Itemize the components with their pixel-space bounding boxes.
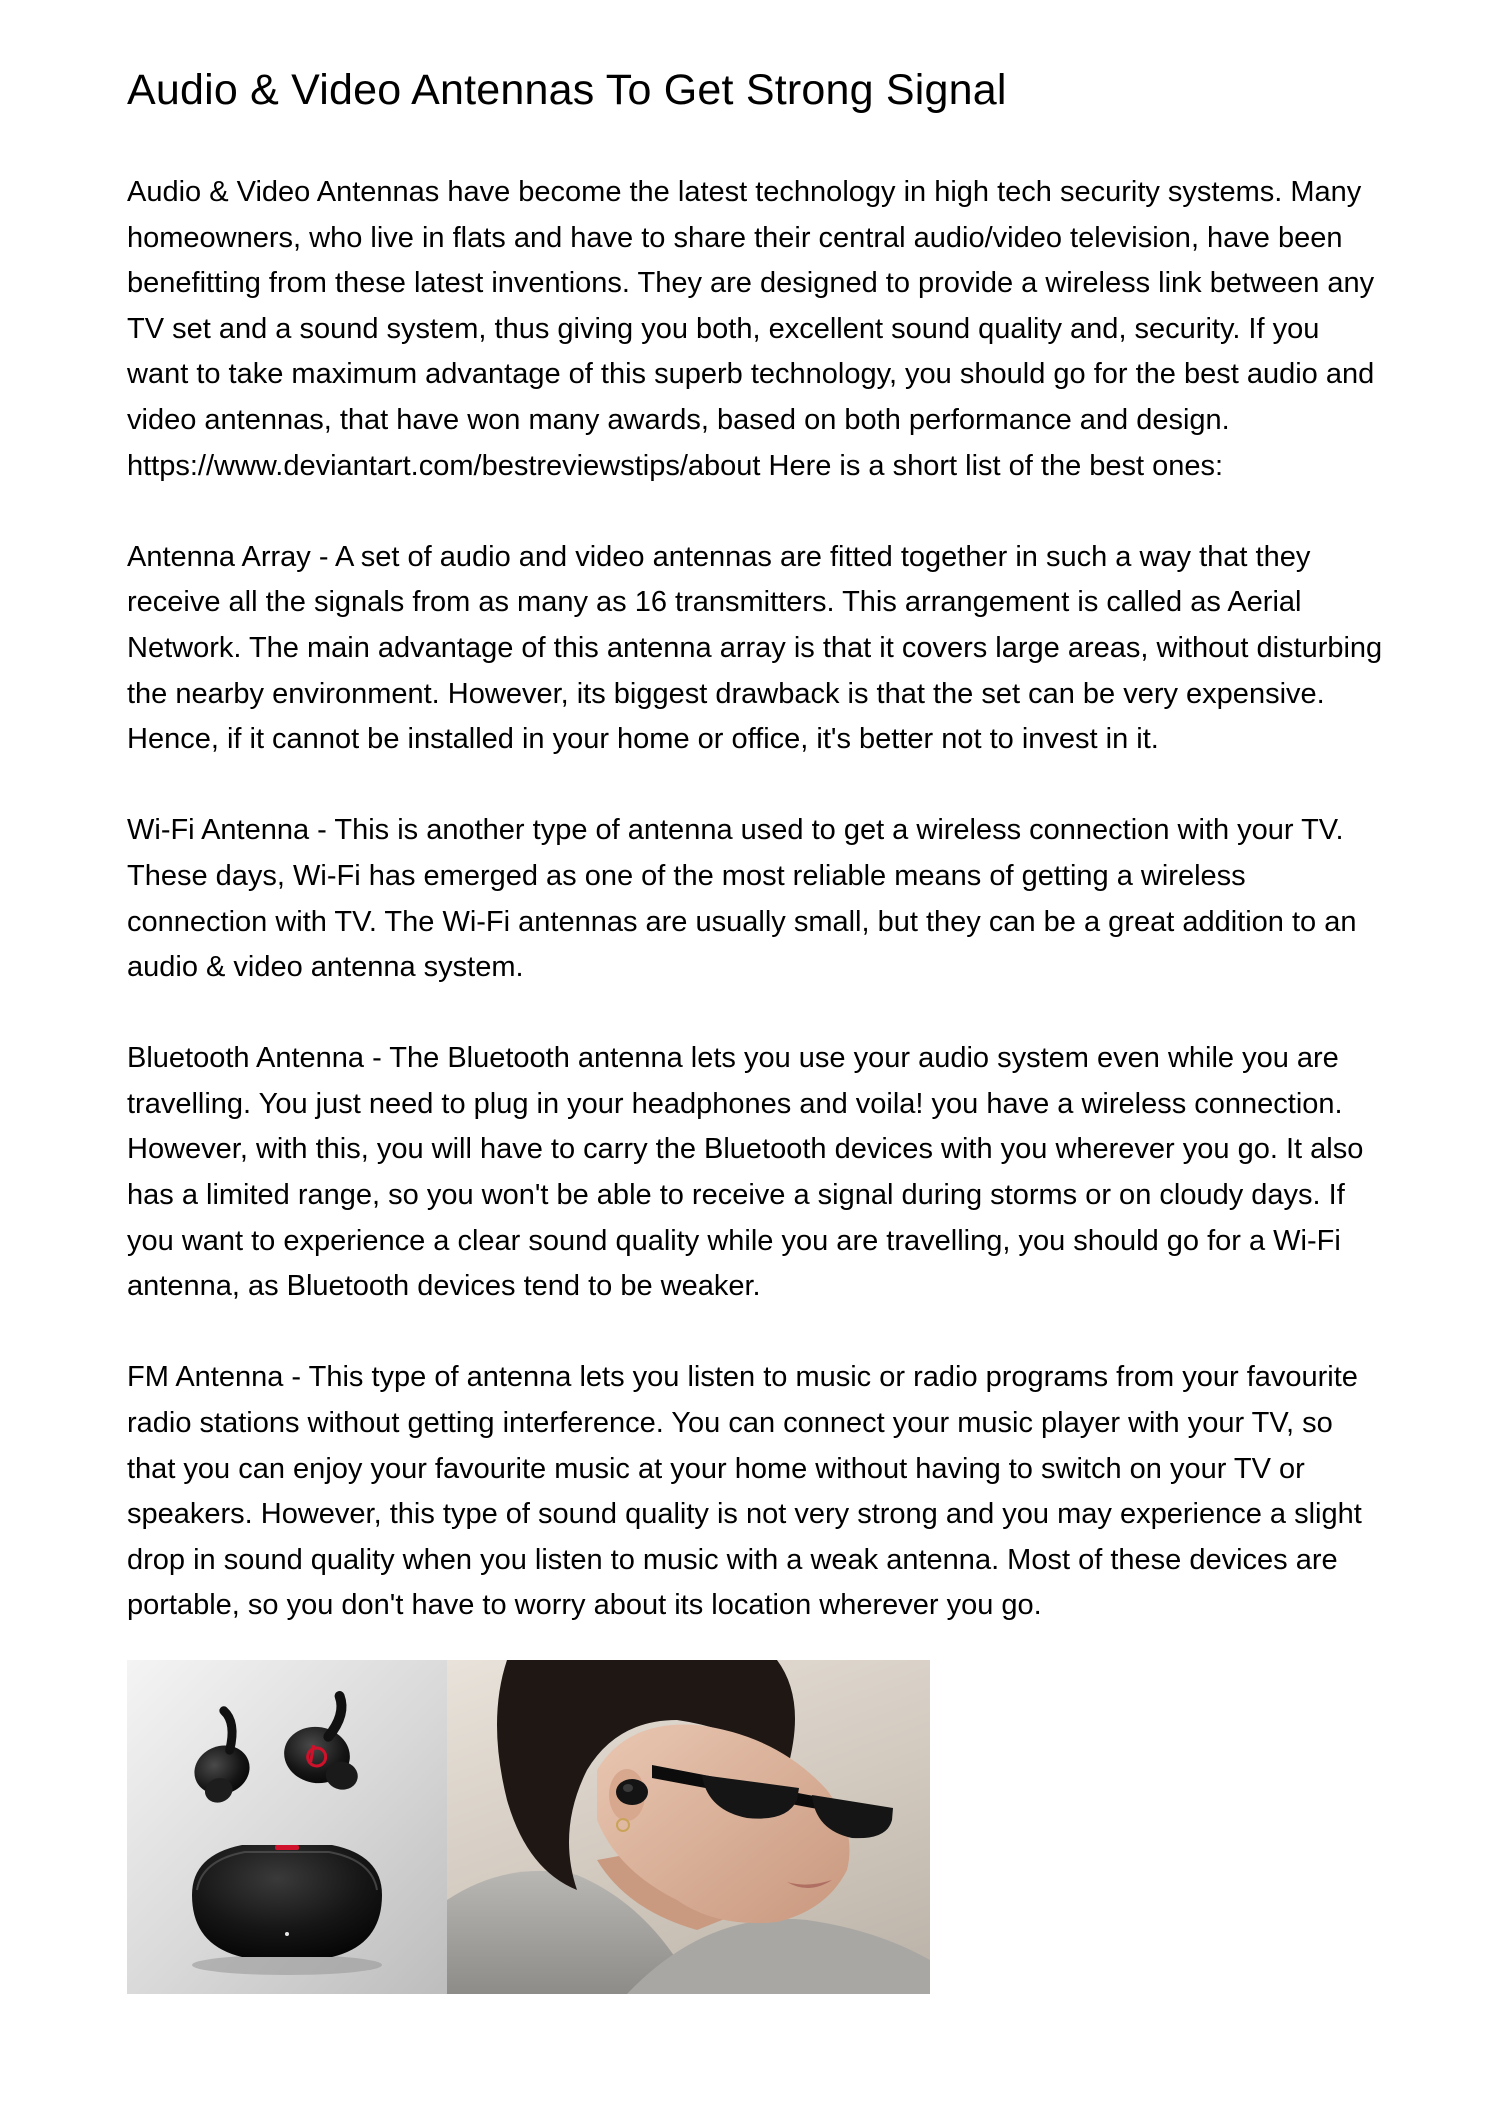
fm-antenna-paragraph: FM Antenna - This type of antenna lets you listen to music or radio programs from your favourite radio stations without getting interference. You can connect your music player with your TV, so that you can enjoy your favourite music at your home without having to switch on your TV or speakers. However, this type of sound quality is not very strong and you may experience a slight drop in sound quality when you listen to music with a weak antenna. Most of these devices are portable, so you don't have to worry about its location wherever you go. bbox=[127, 1361, 1362, 1622]
bluetooth-antenna-paragraph: Bluetooth Antenna - The Bluetooth antenna lets you use your audio system even while you are travelling. You just need to plug in your headphones and voila! you have a wireless connection. However, with this, you will have to carry the Bluetooth devices with you wherever you go. It also has a limited range, so you won't be able to receive a signal during storms or on cloudy days. If you want to experience a clear sound quality while you are travelling, you should go for a Wi-Fi antenna, as Bluetooth devices tend to be weaker. bbox=[127, 1042, 1364, 1303]
antenna-array-paragraph: Antenna Array - A set of audio and video antennas are fitted together in such a way that they receive all the signals from as many as 16 transmitters. This arrangement is called as Aerial Network. The main advantage of this antenna array is that it covers large areas, without disturbing the nearby environment. However, its biggest drawback is that the set can be very expensive. Hence, if it cannot be installed in your home or office, it's better not to invest in it. bbox=[127, 540, 1383, 756]
page-title: Audio & Video Antennas To Get Strong Signal bbox=[127, 66, 1007, 114]
image-strip bbox=[127, 1660, 930, 1994]
intro-paragraph: Audio & Video Antennas have become the latest technology in high tech security systems. Many homeowners, who live in flats and have to share their central audio/video television, have been benefitting from these latest inventions. They are designed to provide a wireless link between any TV set and a sound system, thus giving you both, excellent sound quality and, security. If you want to take maximum advantage of this superb technology, you should go for the best audio and video antennas, that have won many awards, based on both performance and design. https://www.deviantart.com/bestreviewstips/about Here is a short list of the best ones: bbox=[127, 176, 1375, 482]
person-wearing-earbud-photo bbox=[447, 1660, 930, 1994]
earbuds-with-case-icon bbox=[127, 1660, 447, 1994]
wifi-antenna-paragraph: Wi-Fi Antenna - This is another type of antenna used to get a wireless connection with your TV. These days, Wi-Fi has emerged as one of the most reliable means of getting a wireless connection with TV. The Wi-Fi antennas are usually small, but they can be a great addition to an audio & video antenna system. bbox=[127, 814, 1357, 984]
earbuds-product-photo bbox=[127, 1660, 447, 1994]
woman-wearing-earbud-icon bbox=[447, 1660, 930, 1994]
document-page bbox=[127, 60, 1387, 1675]
